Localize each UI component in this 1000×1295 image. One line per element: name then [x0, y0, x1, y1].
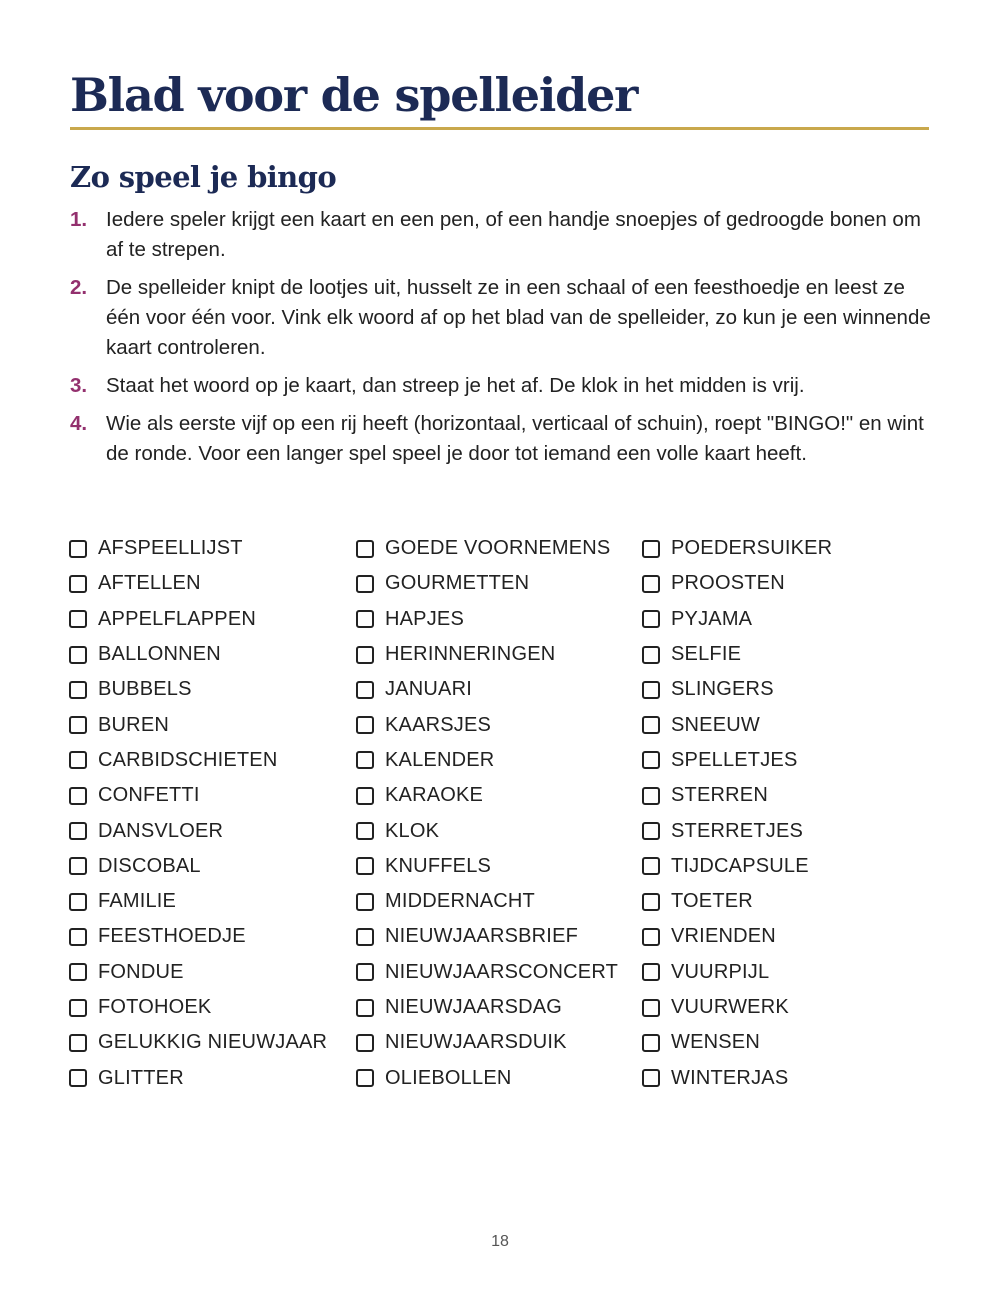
word-label: TOETER: [671, 890, 753, 913]
checkbox-icon[interactable]: [642, 716, 660, 734]
word-item: [356, 919, 618, 954]
word-item: [356, 637, 618, 672]
page-title: Blad voor de spelleider: [70, 68, 638, 122]
word-label: BUBBELS: [98, 678, 192, 701]
checkbox-icon[interactable]: [69, 787, 87, 805]
word-item: [356, 566, 618, 601]
word-column: [69, 531, 327, 1096]
word-item: [356, 778, 618, 813]
word-item: [356, 707, 618, 742]
word-label: HAPJES: [385, 607, 465, 630]
section-heading: Zo speel je bingo: [70, 160, 337, 194]
step-number: 2.: [70, 276, 88, 299]
word-label: TIJDCAPSULE: [671, 854, 809, 877]
checkbox-icon[interactable]: [69, 610, 87, 628]
word-label: FOTOHOEK: [98, 996, 212, 1018]
word-label: FAMILIE: [98, 890, 177, 913]
checkbox-icon[interactable]: [356, 787, 374, 805]
checkbox-icon[interactable]: [356, 893, 374, 911]
checkbox-icon[interactable]: [69, 857, 87, 875]
word-label: POEDERSUIKER: [671, 537, 833, 560]
checkbox-icon[interactable]: [356, 999, 374, 1017]
word-item: [356, 672, 618, 707]
word-label: GLITTER: [98, 1066, 184, 1089]
word-label: KNUFFELS: [385, 854, 492, 877]
word-item: [356, 1025, 618, 1060]
word-label: CONFETTI: [98, 784, 200, 807]
word-item: [69, 707, 327, 742]
word-label: WINTERJAS: [671, 1066, 789, 1089]
page-number: 18: [491, 1233, 509, 1250]
checkbox-icon[interactable]: [356, 681, 374, 699]
step-number: 4.: [70, 412, 88, 435]
word-item: [69, 919, 327, 954]
word-item: [642, 672, 832, 707]
word-label: AFTELLEN: [98, 572, 201, 595]
word-column: [356, 531, 618, 1096]
word-item: [642, 602, 832, 637]
title-divider: [70, 127, 929, 130]
word-item: [69, 602, 327, 637]
step-number: 3.: [70, 374, 88, 397]
step-text: Wie als eerste vijf op een rij heeft (horizontaal, verticaal of schuin), roept "BINGO!" en wint de ronde. Voor een langer spel speel je door tot iemand een volle kaart heeft.: [106, 412, 924, 465]
word-label: JANUARI: [385, 678, 472, 701]
word-label: FONDUE: [98, 960, 184, 983]
word-label: HERINNERINGEN: [385, 643, 556, 666]
word-label: MIDDERNACHT: [385, 890, 535, 913]
instruction-step: [70, 273, 932, 363]
word-item: [69, 778, 327, 813]
checkbox-icon[interactable]: [356, 540, 374, 558]
checkbox-icon[interactable]: [642, 751, 660, 769]
word-item: [642, 955, 832, 990]
word-item: [69, 990, 327, 1025]
step-text: De spelleider knipt de lootjes uit, husselt ze in een schaal of een feesthoedje en leest ze één voor één voor. Vink elk woord af op het blad van de spelleider, zo kun je een winnende kaart controleren.: [106, 276, 931, 359]
checkbox-icon[interactable]: [642, 681, 660, 699]
checkbox-icon[interactable]: [642, 575, 660, 593]
checkbox-icon[interactable]: [69, 822, 87, 840]
instruction-step: [70, 205, 932, 265]
word-item: [356, 602, 618, 637]
word-label: VRIENDEN: [671, 925, 776, 948]
checkbox-icon[interactable]: [642, 540, 660, 558]
checkbox-icon[interactable]: [69, 893, 87, 911]
checkbox-icon[interactable]: [69, 999, 87, 1017]
word-label: KARAOKE: [385, 784, 484, 807]
word-item: [69, 743, 327, 778]
word-item: [642, 637, 832, 672]
word-label: BUREN: [98, 713, 170, 736]
word-item: [69, 1025, 327, 1060]
word-item: [642, 1025, 832, 1060]
checkbox-icon[interactable]: [642, 857, 660, 875]
word-item: [642, 531, 832, 566]
word-column: [642, 531, 832, 1096]
checkbox-icon[interactable]: [69, 1034, 87, 1052]
word-item: [69, 531, 327, 566]
word-label: BALLONNEN: [98, 643, 221, 666]
checkbox-icon[interactable]: [642, 1034, 660, 1052]
checkbox-icon[interactable]: [356, 1034, 374, 1052]
word-item: [356, 813, 618, 848]
word-item: [69, 1060, 327, 1095]
instruction-step: [70, 371, 932, 401]
instructions-list: [70, 205, 932, 477]
checkbox-icon[interactable]: [356, 928, 374, 946]
word-item: [356, 743, 618, 778]
word-label: GOEDE VOORNEMENS: [385, 537, 611, 560]
checkbox-icon[interactable]: [69, 540, 87, 558]
word-label: CARBIDSCHIETEN: [98, 748, 278, 771]
word-label: KLOK: [385, 819, 440, 842]
word-label: PYJAMA: [671, 607, 753, 630]
word-item: [356, 884, 618, 919]
word-item: [642, 566, 832, 601]
word-label: KAARSJES: [385, 713, 492, 736]
checkbox-icon[interactable]: [356, 751, 374, 769]
step-text: Staat het woord op je kaart, dan streep je het af. De klok in het midden is vrij.: [106, 374, 805, 397]
word-label: SLINGERS: [671, 678, 774, 701]
checkbox-icon[interactable]: [642, 963, 660, 981]
checkbox-icon[interactable]: [642, 646, 660, 664]
checkbox-icon[interactable]: [69, 751, 87, 769]
checkbox-icon[interactable]: [356, 857, 374, 875]
word-label: AFSPEELLIJST: [98, 537, 243, 560]
word-item: [69, 884, 327, 919]
step-number: 1.: [70, 208, 88, 231]
checkbox-icon[interactable]: [69, 646, 87, 664]
word-label: NIEUWJAARSCONCERT: [385, 960, 619, 983]
word-label: GELUKKIG NIEUWJAAR: [98, 1031, 328, 1054]
word-item: [642, 707, 832, 742]
word-label: SPELLETJES: [671, 748, 798, 771]
word-label: DANSVLOER: [98, 819, 224, 842]
word-item: [356, 849, 618, 884]
word-item: [356, 990, 618, 1025]
word-item: [69, 849, 327, 884]
checkbox-icon[interactable]: [356, 575, 374, 593]
word-label: SNEEUW: [671, 713, 760, 736]
checkbox-icon[interactable]: [642, 893, 660, 911]
word-item: [642, 1060, 832, 1095]
word-item: [69, 566, 327, 601]
word-label: NIEUWJAARSDAG: [385, 996, 563, 1018]
word-item: [642, 849, 832, 884]
checkbox-icon[interactable]: [69, 1069, 87, 1087]
checkbox-icon[interactable]: [642, 610, 660, 628]
word-item: [69, 637, 327, 672]
word-label: DISCOBAL: [98, 854, 201, 877]
checkbox-icon[interactable]: [356, 1069, 374, 1087]
word-label: VUURPIJL: [671, 960, 770, 983]
word-label: STERRETJES: [671, 819, 804, 842]
checkbox-icon[interactable]: [642, 928, 660, 946]
word-item: [69, 813, 327, 848]
word-item: [69, 955, 327, 990]
word-label: PROOSTEN: [671, 572, 785, 595]
word-label: FEESTHOEDJE: [98, 925, 246, 948]
checkbox-icon[interactable]: [642, 1069, 660, 1087]
instruction-step: [70, 409, 932, 469]
word-label: WENSEN: [671, 1031, 760, 1054]
word-item: [642, 743, 832, 778]
word-label: SELFIE: [671, 643, 742, 666]
word-label: VUURWERK: [671, 996, 789, 1018]
checkbox-icon[interactable]: [69, 716, 87, 734]
checkbox-icon[interactable]: [356, 822, 374, 840]
checkbox-icon[interactable]: [69, 575, 87, 593]
word-label: NIEUWJAARSBRIEF: [385, 925, 579, 948]
checkbox-icon[interactable]: [356, 646, 374, 664]
word-item: [356, 531, 618, 566]
word-label: NIEUWJAARSDUIK: [385, 1031, 567, 1054]
checkbox-icon[interactable]: [69, 928, 87, 946]
checkbox-icon[interactable]: [69, 963, 87, 981]
word-item: [356, 955, 618, 990]
checkbox-icon[interactable]: [642, 822, 660, 840]
word-item: [69, 672, 327, 707]
word-item: [642, 813, 832, 848]
checkbox-icon[interactable]: [356, 610, 374, 628]
word-label: OLIEBOLLEN: [385, 1066, 512, 1089]
word-item: [356, 1060, 618, 1095]
word-item: [642, 919, 832, 954]
checkbox-icon[interactable]: [642, 787, 660, 805]
checkbox-icon[interactable]: [356, 716, 374, 734]
word-label: STERREN: [671, 784, 768, 807]
word-item: [642, 990, 832, 1025]
word-item: [642, 884, 832, 919]
checkbox-icon[interactable]: [642, 999, 660, 1017]
word-label: KALENDER: [385, 748, 495, 771]
checkbox-icon[interactable]: [69, 681, 87, 699]
word-label: APPELFLAPPEN: [98, 607, 257, 630]
word-label: GOURMETTEN: [385, 572, 530, 595]
step-text: Iedere speler krijgt een kaart en een pen, of een handje snoepjes of gedroogde bonen om af te strepen.: [106, 208, 921, 261]
word-item: [642, 778, 832, 813]
checkbox-icon[interactable]: [356, 963, 374, 981]
